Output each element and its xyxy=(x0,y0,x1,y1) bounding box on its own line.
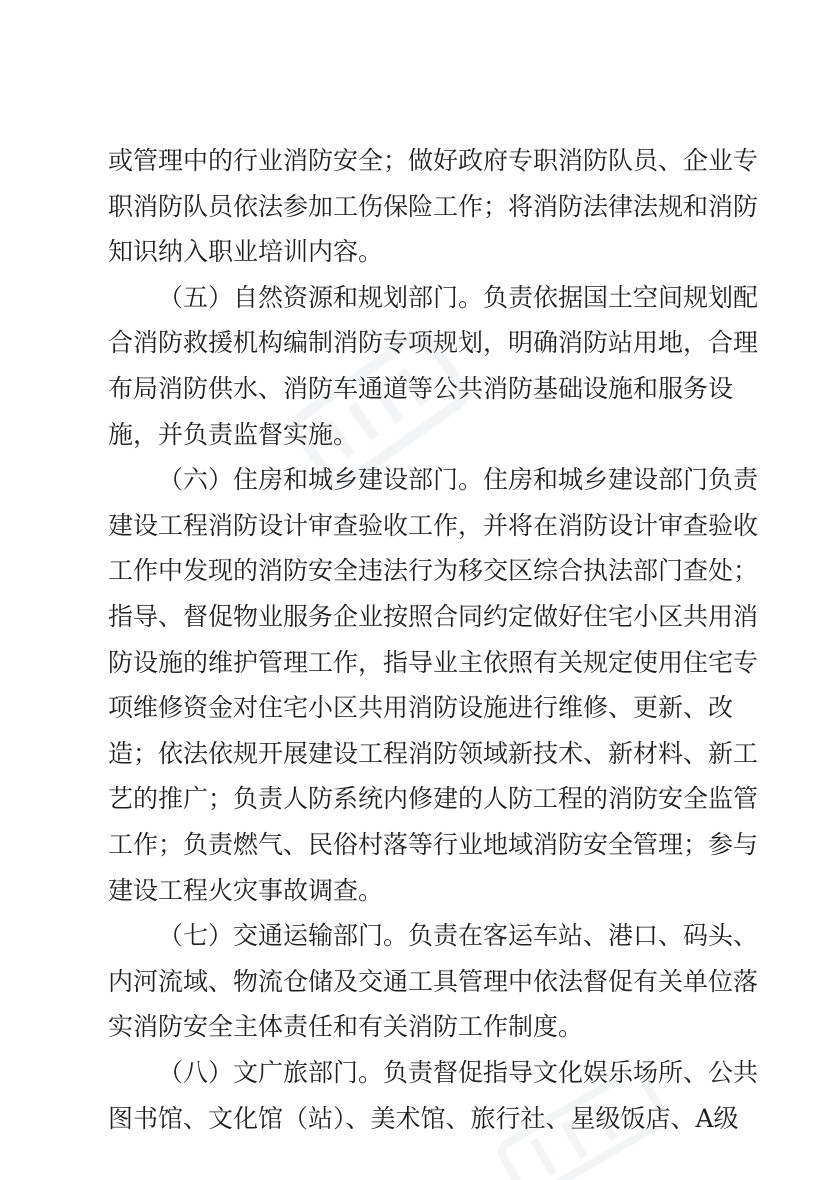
text-line: 职消防队员依法参加工伤保险工作；将消防法律法规和消防 xyxy=(108,191,759,221)
text-line: 工作中发现的消防安全违法行为移交区综合执法部门查处； xyxy=(108,556,759,586)
text-line: 项维修资金对住宅小区共用消防设施进行维修、更新、改 xyxy=(108,693,734,723)
text-line: 建设工程消防设计审查验收工作，并将在消防设计审查验收 xyxy=(108,510,759,540)
text-line: 实消防安全主体责任和有关消防工作制度。 xyxy=(108,1012,584,1042)
text-line: 施，并负责监督实施。 xyxy=(108,419,359,449)
text-line: 防设施的维护管理工作，指导业主依照有关规定使用住宅专 xyxy=(108,647,759,677)
text-line: 图书馆、文化馆（站）、美术馆、旅行社、星级饭店、A级 xyxy=(108,1103,739,1133)
text-line: 指导、督促物业服务企业按照合同约定做好住宅小区共用消 xyxy=(108,602,759,631)
paragraph-heading-line: （七）交通运输部门。负责在客运车站、港口、码头、 xyxy=(158,921,759,951)
text-line: 造；依法依规开展建设工程消防领域新技术、新材料、新工 xyxy=(108,738,759,768)
text-line: 艺的推广；负责人防系统内修建的人防工程的消防安全监管 xyxy=(108,784,759,814)
text-line: 合消防救援机构编制消防专项规划，明确消防站用地，合理 xyxy=(108,328,759,358)
text-line: 布局消防供水、消防车通道等公共消防基础设施和服务设 xyxy=(108,374,734,403)
text-line: 内河流域、物流仓储及交通工具管理中依法督促有关单位落 xyxy=(108,966,759,996)
paragraph-heading-line: （八）文广旅部门。负责督促指导文化娱乐场所、公共 xyxy=(158,1058,759,1087)
text-line: 或管理中的行业消防安全；做好政府专职消防队员、企业专 xyxy=(108,146,759,175)
paragraph-heading-line: （五）自然资源和规划部门。负责依据国土空间规划配 xyxy=(158,282,759,312)
text-line: 知识纳入职业培训内容。 xyxy=(108,237,384,267)
paragraph-heading-line: （六）住房和城乡建设部门。住房和城乡建设部门负责 xyxy=(158,465,759,495)
text-line: 工作；负责燃气、民俗村落等行业地域消防安全管理；参与 xyxy=(108,830,759,859)
text-line: 建设工程火灾事故调查。 xyxy=(108,875,384,905)
